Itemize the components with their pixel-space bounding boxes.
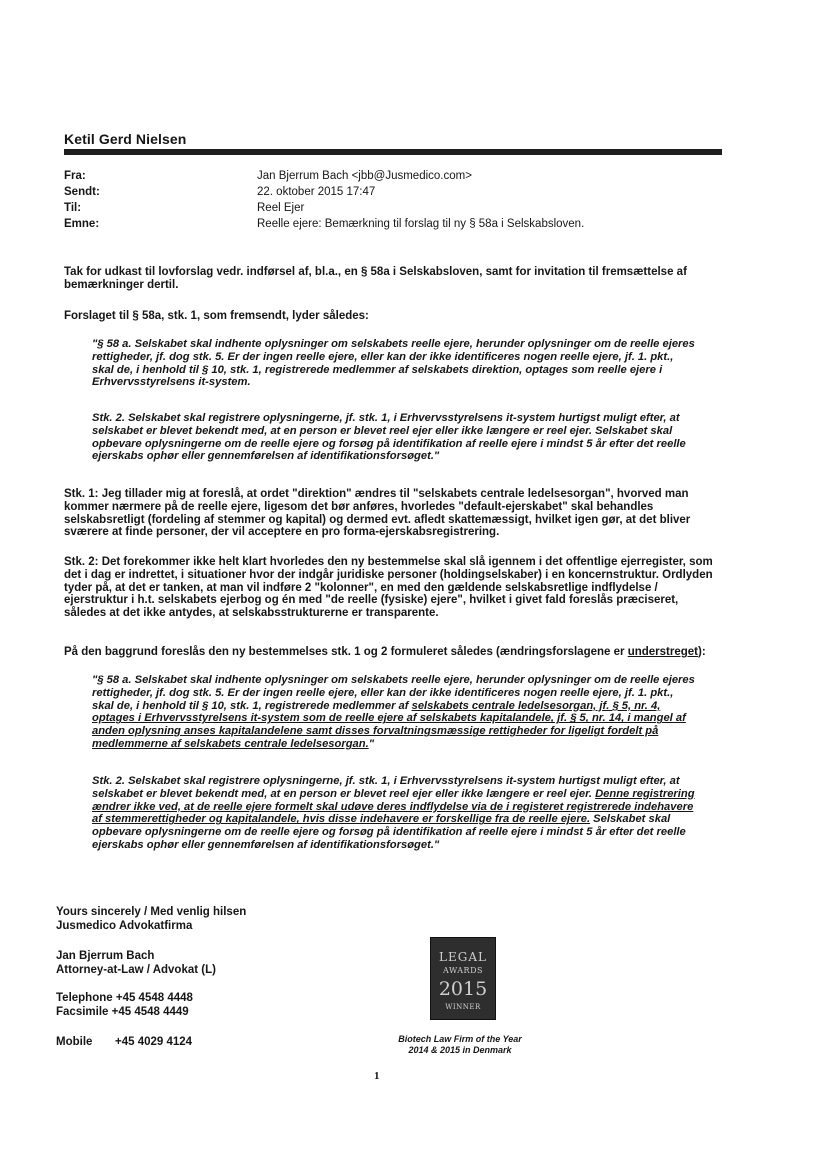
signature-telephone: Telephone +45 4548 4448 <box>56 992 193 1004</box>
paragraph-stk2-comment: Stk. 2: Det forekommer ikke helt klart hvorledes den ny bestemmelse skal slå igennem i det offentlige ejerregister, som det i dag er indrettet, i situationer hvor der indgår juridiske personer (holdingselskaber) i en koncernstruktur. Ordlyden tyder på, at det er tanken, at man vil indføre 2 "kolonner", en med den gældende selskabsretlige indflydelse / ejerstruktur i h.t. selskabets ejerbog og én med "de reelle (fysiske) ejere", hvilket i givet fald foreslås præciseret, således at det ikke antydes, at selskabsstrukturerne er transparente. <box>64 556 713 620</box>
from-label: Fra: <box>64 170 86 182</box>
paragraph-proposal-intro: Forslaget til § 58a, stk. 1, som fremsendt, lyder således: <box>64 310 369 322</box>
quote-stk2-proposed <box>92 775 698 852</box>
sent-label: Sendt: <box>64 186 100 198</box>
signature-firm: Jusmedico Advokatfirma <box>56 920 193 932</box>
quote-stk1-original: "§ 58 a. Selskabet skal indhente oplysninger om selskabets reelle ejere, herunder oplysninger om de reelle ejeres rettigheder, jf. dog stk. 5. Er der ingen reelle ejere, eller kan der ikke identificeres nogen reelle ejere, jf. 1. pkt., skal de, i henhold til § 10, stk. 1, registrerede medlemmer af selskabets direktion, optages som reelle ejere i Erhvervsstyrelsens it-system. <box>92 338 695 389</box>
quote-stk1-proposed-underlined: selskabets centrale ledelsesorgan, jf. § 5, nr. 4, optages i Erhvervsstyrelsens it-system som de reelle ejere af selskabets kapitalandele, jf. § 5, nr. 14, i mangel af anden oplysning anses kapitalandelene samt disses forvaltningsmæssige rettigheder for ligeligt fordelt på medlemmerne af selskabets centrale ledelsesorgan. <box>92 699 686 750</box>
sent-value: 22. oktober 2015 17:47 <box>257 186 376 198</box>
page-number: 1 <box>374 1070 380 1082</box>
award-caption-2: 2014 & 2015 in Denmark <box>408 1045 512 1055</box>
proposal-lead-underlined: understreget <box>627 646 698 658</box>
proposal-lead-end: ): <box>697 646 706 658</box>
award-line2: AWARDS <box>443 966 483 975</box>
from-value: Jan Bjerrum Bach <jbb@Jusmedico.com> <box>257 170 472 182</box>
signature-title: Attorney-at-Law / Advokat (L) <box>56 964 216 976</box>
quote-stk2-proposed-end: Selskabet skal opbevare oplysningerne om de reelle ejere og forsøg på identifikation af reelle ejere i mindst 5 år efter det reelle ejerskabs ophør eller gennemførelsen af identifikationsforsøget." <box>92 813 686 851</box>
award-year: 2015 <box>438 978 488 1000</box>
recipient-name: Ketil Gerd Nielsen <box>64 131 187 147</box>
header-rule <box>64 149 722 155</box>
award-line1: LEGAL <box>439 950 487 964</box>
paragraph-proposal-lead <box>64 646 714 659</box>
signature-facsimile: Facsimile +45 4548 4449 <box>56 1006 189 1018</box>
legal-awards-badge <box>430 937 496 1020</box>
subject-label: Emne: <box>64 218 100 230</box>
signature-closing: Yours sincerely / Med venlig hilsen <box>56 906 247 918</box>
award-line4: WINNER <box>445 1003 481 1011</box>
quote-stk1-proposed-end: " <box>368 737 375 750</box>
to-value: Reel Ejer <box>257 202 305 214</box>
award-caption-1: Biotech Law Firm of the Year <box>398 1034 522 1044</box>
paragraph-stk1-comment: Stk. 1: Jeg tillader mig at foreslå, at ordet "direktion" ændres til "selskabets centrale ledelsesorgan", hvorved man kommer nærmere på de reelle ejere, ligesom det bør anføres, hvorledes "default-ejerskabet" skal behandles selskabsretligt (fordeling af stemmer og kapital) og dermed evt. afledt skattemæssigt, hvilket igen gør, at det bliver sværere at finde personer, der vil acceptere en pro forma-ejerskabsregistrering. <box>64 488 691 539</box>
quote-stk2-proposed-underlined: Denne registrering ændrer ikke ved, at de reelle ejere formelt skal udøve deres indflydelse via de i registeret registrerede indehavere af stemmerettigheder og kapitalandele, hvis disse indehavere er forskellige fra de reelle ejere. <box>92 787 695 826</box>
signature-mobile-label: Mobile <box>56 1036 93 1048</box>
to-label: Til: <box>64 202 82 214</box>
signature-name: Jan Bjerrum Bach <box>56 950 155 962</box>
quote-stk1-proposed <box>92 674 698 751</box>
proposal-lead-text: På den baggrund foreslås den ny bestemmelses stk. 1 og 2 formuleret således (ændringsforslagene er <box>64 646 628 658</box>
quote-stk2-original: Stk. 2. Selskabet skal registrere oplysningerne, jf. stk. 1, i Erhvervsstyrelsens it-system hurtigst muligt efter, at selskabet er blevet bekendt med, at en person er blevet reel ejer eller ikke længere er reel ejer. Selskabet skal opbevare oplysningerne om de reelle ejere og forsøg på identifikation af reelle ejere i mindst 5 år efter det reelle ejerskabs ophør eller gennemførelsen af identifikationsforsøget." <box>92 412 686 463</box>
quote-stk2-proposed-text: Stk. 2. Selskabet skal registrere oplysningerne, jf. stk. 1, i Erhvervsstyrelsens it-system hurtigst muligt efter, at selskabet er blevet bekendt med, at en person er blevet reel ejer eller ikke længere er reel ejer. <box>92 775 680 800</box>
quote-stk1-proposed-text: "§ 58 a. Selskabet skal indhente oplysninger om selskabets reelle ejere, herunder oplysninger om de reelle ejeres rettigheder, jf. dog stk. 5. Er der ingen reelle ejere, eller kan der ikke identificeres nogen reelle ejere, jf. 1. pkt., skal de, i henhold til § 10, stk. 1, registrerede medlemmer af <box>92 674 695 712</box>
paragraph-intro: Tak for udkast til lovforslag vedr. indførsel af, bl.a., en § 58a i Selskabsloven, samt for invitation til fremsættelse af bemærkninger dertil. <box>64 266 687 291</box>
subject-value: Reelle ejere: Bemærkning til forslag til ny § 58a i Selskabsloven. <box>257 218 585 230</box>
signature-mobile: +45 4029 4124 <box>115 1036 193 1048</box>
